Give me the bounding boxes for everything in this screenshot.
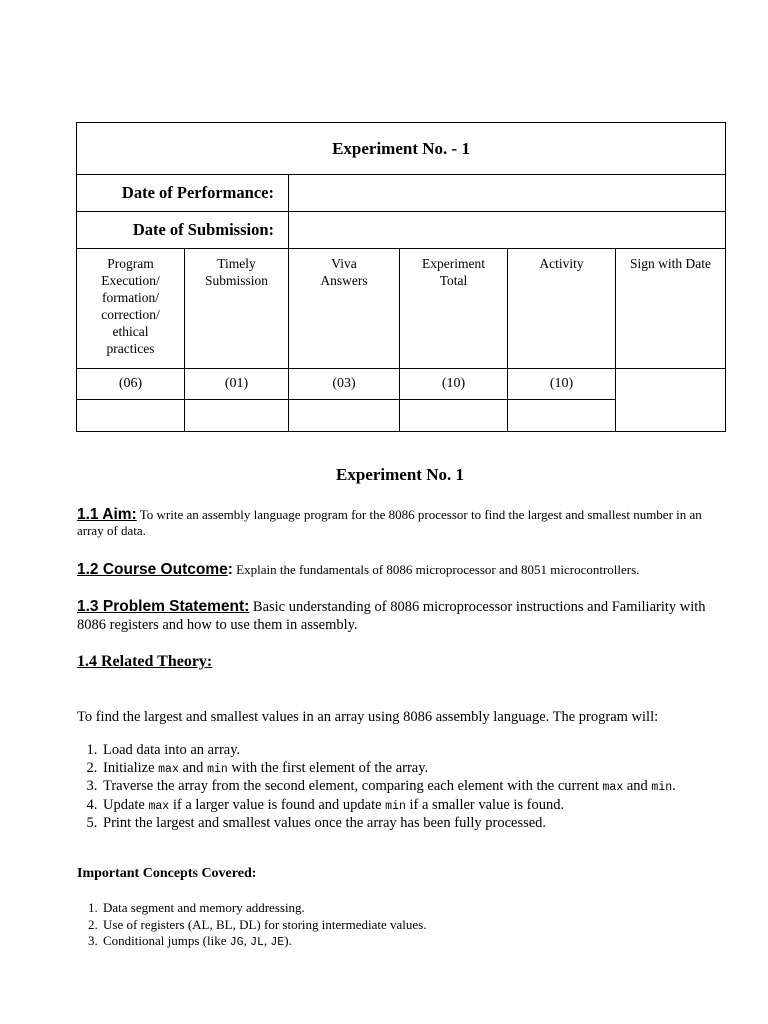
marks-field-experiment-total[interactable]	[400, 400, 508, 432]
code-min: min	[207, 762, 228, 776]
course-outcome-colon: :	[227, 561, 233, 578]
step-text: Print the largest and smallest values once the array has been fully processed.	[103, 815, 547, 831]
list-item	[101, 815, 721, 833]
course-outcome-text: Explain the fundamentals of 8086 microprocessor and 8051 microcontrollers.	[236, 562, 640, 577]
column-header-program-execution: Program Execution/ formation/ correction/ ethical practices	[77, 249, 185, 369]
list-item	[101, 797, 721, 816]
concept-text: Conditional jumps (like	[103, 933, 230, 948]
date-of-submission-field[interactable]	[289, 212, 726, 249]
theory-steps-list	[61, 742, 721, 833]
aim-text: To write an assembly language program for the 8086 processor to find the largest and smallest number in an array of data.	[77, 507, 702, 538]
concept-text: ,	[263, 933, 271, 948]
problem-statement-section	[77, 598, 717, 634]
code-max: max	[158, 762, 179, 776]
problem-statement-text: Basic understanding of 8086 microprocessor instructions and Familiarity with 8086 registers and how to use them in assembly.	[77, 599, 706, 633]
step-text: Update	[103, 796, 149, 813]
sign-with-date-field[interactable]	[616, 369, 726, 432]
step-text: Initialize	[103, 759, 159, 776]
step-text: .	[672, 778, 676, 794]
list-item	[101, 900, 721, 917]
date-of-performance-field[interactable]	[289, 175, 726, 212]
list-item	[101, 917, 721, 934]
max-marks-viva-answers: (03)	[289, 369, 400, 400]
aim-heading: 1.1 Aim:	[77, 506, 137, 523]
concept-text: Data segment and memory addressing.	[103, 900, 305, 915]
main-title: Experiment No. 1	[336, 465, 464, 484]
date-of-submission-label: Date of Submission:	[77, 212, 289, 249]
step-text: if a smaller value is found.	[405, 796, 565, 813]
code-min: min	[385, 799, 406, 813]
date-of-performance-label: Date of Performance:	[77, 175, 289, 212]
concept-text: ,	[243, 933, 251, 948]
column-header-experiment-total: Experiment Total	[400, 249, 508, 369]
related-theory-heading: 1.4 Related Theory:	[77, 653, 213, 670]
step-text: and	[623, 778, 652, 794]
marks-field-timely-submission[interactable]	[185, 400, 289, 432]
column-header-sign-with-date: Sign with Date	[616, 249, 726, 369]
marks-field-program-execution[interactable]	[77, 400, 185, 432]
list-item	[101, 778, 721, 797]
step-text: and	[178, 759, 208, 776]
course-outcome-heading: 1.2 Course Outcome	[77, 561, 228, 578]
step-text: Traverse the array from the second element, comparing each element with the current	[103, 778, 603, 794]
list-item	[101, 760, 721, 779]
code-max: max	[602, 781, 624, 794]
step-text: if a larger value is found and update	[169, 796, 386, 813]
concepts-heading: Important Concepts Covered:	[77, 866, 257, 881]
concepts-list	[61, 900, 721, 952]
code-je: JE	[270, 936, 285, 949]
column-header-viva-answers: Viva Answers	[289, 249, 400, 369]
concept-text: ).	[284, 933, 292, 948]
list-item	[101, 742, 721, 760]
aim-section	[77, 507, 717, 539]
concepts-list-wrap	[61, 900, 721, 952]
column-header-timely-submission: Timely Submission	[185, 249, 289, 369]
column-header-activity: Activity	[508, 249, 616, 369]
theory-steps	[61, 742, 721, 833]
step-text: with the first element of the array.	[227, 759, 429, 776]
experiment-header-table	[76, 122, 726, 432]
list-item	[101, 933, 721, 952]
problem-statement-heading: 1.3 Problem Statement:	[77, 598, 250, 615]
code-max: max	[148, 799, 170, 813]
max-marks-activity: (10)	[508, 369, 616, 400]
step-text: Load data into an array.	[103, 742, 241, 758]
max-marks-experiment-total: (10)	[400, 369, 508, 400]
marks-field-viva-answers[interactable]	[289, 400, 400, 432]
marks-field-activity[interactable]	[508, 400, 616, 432]
theory-intro: To find the largest and smallest values in an array using 8086 assembly language. The program will:	[77, 709, 659, 725]
max-marks-program-execution: (06)	[77, 369, 185, 400]
code-jl: JL	[250, 936, 264, 949]
concept-text: Use of registers (AL, BL, DL) for storing intermediate values.	[103, 916, 427, 932]
code-min: min	[651, 781, 673, 794]
course-outcome-section	[77, 562, 717, 578]
experiment-number-title: Experiment No. - 1	[77, 123, 726, 175]
max-marks-timely-submission: (01)	[185, 369, 289, 400]
code-jg: JG	[229, 936, 244, 949]
related-theory-section	[77, 653, 717, 671]
